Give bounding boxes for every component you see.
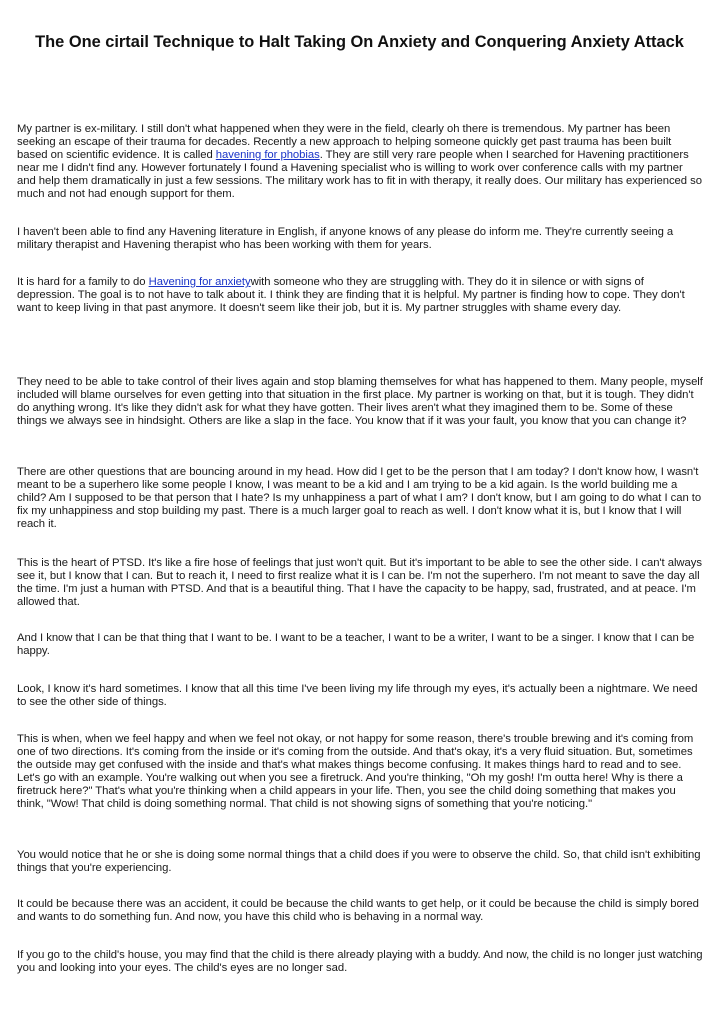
paragraph-2: I haven't been able to find any Havening literature in English, if anyone knows of any please do inform me. They're currently seeing a military therapist and Havening therapist who has been working with them for years.: [17, 226, 674, 251]
paragraph-6: This is the heart of PTSD. It's like a fire hose of feelings that just won't quit. But it's important to be able to see the other side. I can't always see it, but I know that I can. But to reach it, I need to first realize what it is I can be. I'm not the superhero. I'm not meant to save the day all the time. I'm just a human with PTSD. And that is a beautiful thing. That I have the capacity to be happy, sad, frustrated, and at peace. I'm allowed that.: [17, 557, 702, 608]
paragraph-3: [17, 276, 703, 315]
havening-for-anxiety-link[interactable]: Havening for anxiety: [148, 276, 251, 288]
paragraph-3-text-start: It is hard for a family to do: [17, 276, 149, 288]
paragraph-3-text-end: with someone who they are struggling with. They do it in silence or with signs of depression. The goal is to not have to talk about it. I think they are finding that it is helpful. My partner is finding how to cope. They don't want to keep living in that past anymore. It doesn't seem like their job, but it is. My partner struggles with shame every day.: [17, 276, 685, 314]
paragraph-5: There are other questions that are bouncing around in my head. How did I get to be the person that I am today? I don't know how, I wasn't meant to be a superhero like some people I know, I was meant to be a kid and I am trying to be a kid again. Is the world building me a child? Am I supposed to be that person that I hate? Is my unhappiness a part of what I am? I don't know, but I am going to do what I can to fix my unhappiness and stop building my past. There is a much larger goal to reach as well. I don't know what it is, but I know that I will reach it.: [17, 466, 702, 530]
paragraph-4: They need to be able to take control of their lives again and stop blaming themselves for what has happened to them. Many people, myself included will blame ourselves for even getting into that situation in the first place. My partner is working on that, but it is tough. They didn't do anything wrong. It's like they didn't ask for what they have gotten. Their lives aren't what they imagined them to be. Some of these things we always see in hindsight. Others are like a slap in the face. You know that if it was your fault, you know that you can change it?: [17, 376, 703, 427]
paragraph-8: Look, I know it's hard sometimes. I know that all this time I've been living my life through my eyes, it's actually been a nightmare. We need to see the other side of things.: [17, 683, 698, 708]
paragraph-1-text-end: . They are still very rare people when I searched for Havening practitioners near me I didn't find any. However fortunately I found a Havening specialist who is willing to work over conference calls with my partner and help them dramatically in just a few sessions. The military work has to fit in with therapy, it really does. Our military has experienced so much and not had enough support for them.: [17, 148, 702, 200]
paragraph-7: And I know that I can be that thing that I want to be. I want to be a teacher, I want to be a writer, I want to be a singer. I know that I can be happy.: [17, 632, 695, 657]
paragraph-12: If you go to the child's house, you may find that the child is there already playing with a buddy. And now, the child is no longer just watching you and looking into your eyes. The child's eyes are no longer sad.: [17, 949, 703, 974]
paragraph-1-text-start: My partner is ex-military. I still don't what happened when they were in the field, clearly oh there is tremendous. My partner has been seeking an escape of their trauma for decades. Recently a new approach to helping someone quickly get past trauma has been built based on scientific evidence. It is called: [17, 123, 672, 161]
page-title: The One cirtail Technique to Halt Taking On Anxiety and Conquering Anxiety Attack: [35, 33, 684, 51]
paragraph-9: This is when, when we feel happy and when we feel not okay, or not happy for some reason, there's trouble brewing and it's coming from one of two directions. It's coming from the inside or it's coming from the outside. And that's okay, it's a very fluid situation. But, sometimes the outside may get confused with the inside and that's what makes things become confusing. It makes things hard to read and to see. Let's go with an example. You're walking out when you see a firetruck. And you're thinking, "Oh my gosh! I'm outta here! Why is there a firetruck here?" That's what you're thinking when a child appears in your life. Then, you see the child doing something that makes you think, "Wow! That child is doing something normal. That child is not showing signs of something that you're noticing.": [17, 733, 694, 810]
paragraph-11: It could be because there was an accident, it could be because the child wants to get help, or it could be because the child is simply bored and wants to do something fun. And now, you have this child who is behaving in a normal way.: [17, 898, 699, 923]
paragraph-1: [17, 123, 703, 201]
havening-for-phobias-link[interactable]: havening for phobias: [215, 148, 320, 161]
paragraph-10: You would notice that he or she is doing some normal things that a child does if you were to observe the child. So, that child isn't exhibiting things that you're experiencing.: [17, 849, 701, 874]
